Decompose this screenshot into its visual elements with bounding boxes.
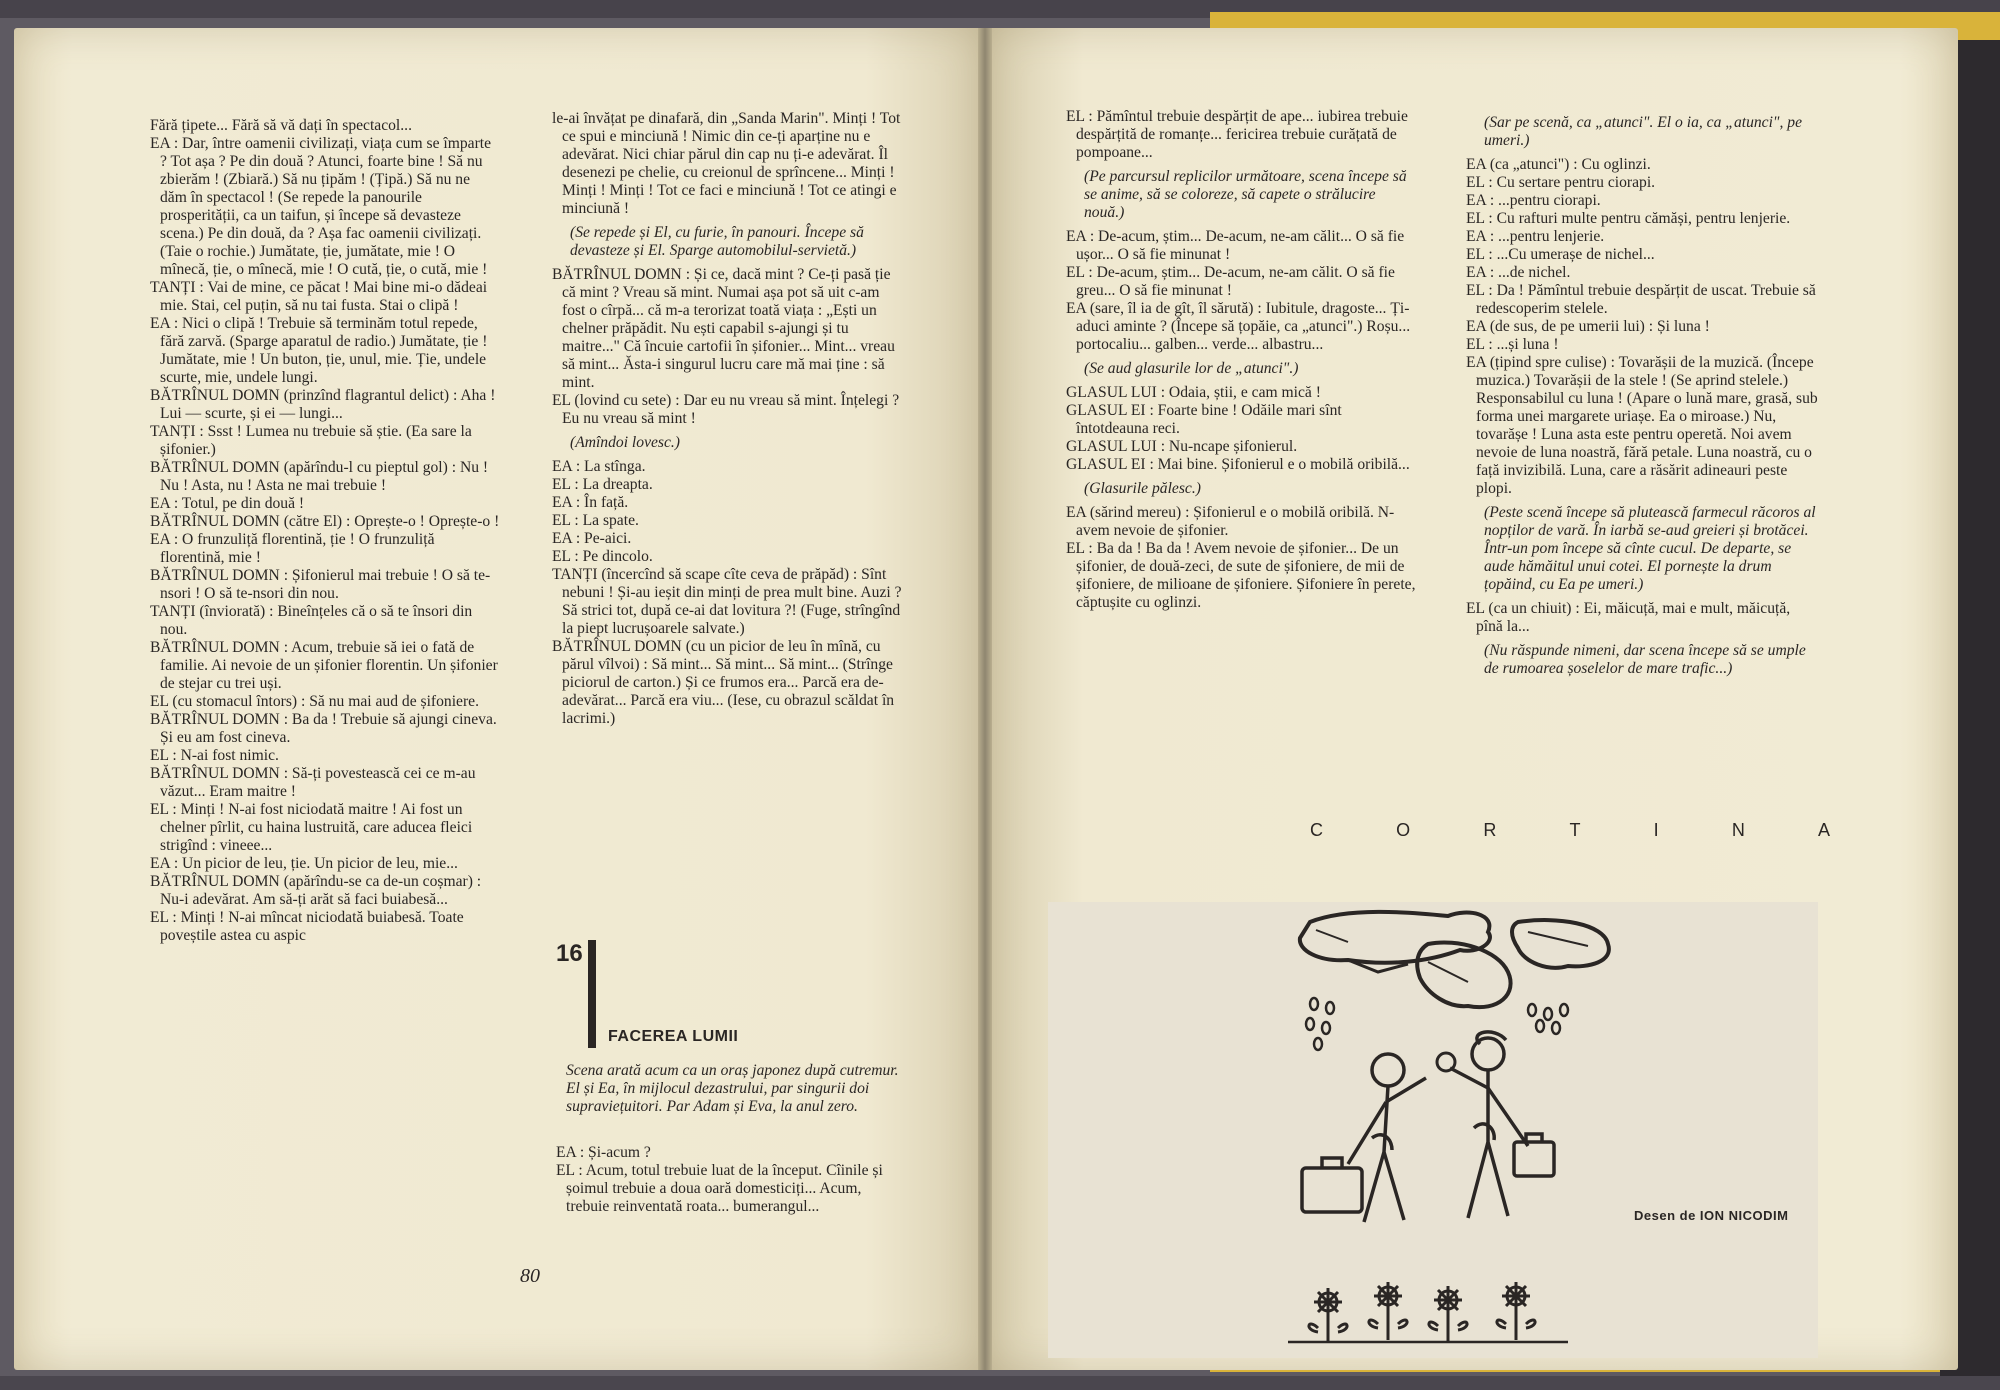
dialogue-line: EA : O frunzuliță florentină, ție ! O frunzuliță florentină, mie ! [150,531,435,566]
text-column-1 [150,117,500,945]
dialogue-line: BĂTRÎNUL DOMN : Acum, trebuie să iei o fată de familie. Ai nevoie de un șifonier florentin. Un șifonier de stejar cu trei uși. [150,639,498,692]
dialogue-line: EL (lovind cu sete) : Dar eu nu vreau să mint. Înțelegi ? Eu nu vreau să mint ! [552,392,900,427]
dialogue-line: EA : Un picior de leu, ție. Un picior de leu, mie... [150,855,458,872]
dialogue-line: BĂTRÎNUL DOMN : Ba da ! Trebuie să ajungi cineva. Și eu am fost cineva. [150,711,497,746]
dialogue-line: TANȚI : Vai de mine, ce păcat ! Mai bine mi-o dădeai mie. Stai, cel puțin, să nu tai fusta. Stai o clipă ! [150,279,488,314]
dialogue-line: BĂTRÎNUL DOMN : Șifonierul mai trebuie ! O să te-nsori ! O să te-nsori din nou. [150,567,491,602]
chapter-stage-direction: Scena arată acum ca un oraș japonez după cutremur. El și Ea, în mijlocul dezastrului, par singurii doi supraviețuitori. Par Adam și Eva, la anul zero. [566,1062,899,1115]
dialogue-line: EL : Acum, totul trebuie luat de la început. Cîinile și șoimul trebuie a doua oară domesticiți... Acum, trebuie reinventată roata... bumerangul... [556,1162,883,1215]
dialogue-line: EA : Dar, între oamenii civilizați, viața cum se împarte ? Tot așa ? Pe din două ? Atunci, foarte bine ! Să nu zbierăm ! (Zbiară.) Să nu țipăm ! (Țipă.) Să nu ne dăm în spectacol ! (Se repede la panourile prosperității, ca un taifun, și începe să devasteze scena.) Pe din două, da ? Așa fac oamenii civilizați. (Taie o rochie.) Jumătate, ție, jumătate, mie ! O mînecă, ție, o mînecă, mie ! O cută, ție, o cută, mie ! [150,135,492,278]
dialogue-line: GLASUL LUI : Odaia, știi, e cam mică ! [1066,384,1321,401]
dialogue-line: BĂTRÎNUL DOMN (apărîndu-l cu pieptul gol) : Nu ! Nu ! Asta, nu ! Asta ne mai trebuie ! [150,459,489,494]
cortina-letter: R [1483,820,1497,840]
dialogue-line: EL : ...și luna ! [1466,336,1559,353]
dialogue-line: EA (țipind spre culise) : Tovarășii de la muzică. (Începe muzica.) Tovarășii de la stele ! (Se aprind stelele.) Responsabilul cu luna ! (Apare o lună mare, grasă, sub forma unei margarete uriașe. Ea o miroase.) Nu, tovarășe ! Luna asta este pentru operetă. Noi avem nevoie de luna noastră, fără petale. Luna noastră, cu o față invizibilă. Luna, care a răsărit adineauri peste plopi. [1466,354,1818,497]
dialogue-line: BĂTRÎNUL DOMN (cu un picior de leu în mînă, cu părul vîlvoi) : Să mint... Să mint... Să mint... (Strînge piciorul de carton.) Și ce frumos era... Parcă era de-adevărat... Parcă era viu... (Iese, cu obrazul scăldat în lacrimi.) [552,638,895,727]
page-number: 80 [520,1265,540,1287]
dialogue-line: EL : N-ai fost nimic. [150,747,279,764]
adam-figure-icon [1302,1054,1426,1222]
text-column-2 [552,110,904,728]
dialogue-line: EA : Și-acum ? [556,1144,651,1161]
cortina-letter: O [1396,820,1411,840]
dialogue-line: EL : La dreapta. [552,476,653,493]
dialogue-line: GLASUL EI : Foarte bine ! Odăile mari sînt întotdeauna reci. [1066,402,1342,437]
cortina-letter: I [1653,820,1659,840]
dialogue-line: EA : Pe-aici. [552,530,632,547]
dialogue-line: EL : Cu rafturi multe pentru cămăși, pentru lenjerie. [1466,210,1791,227]
dialogue-line: EA : De-acum, știm... De-acum, ne-am călit... O să fie ușor... O să fie minunat ! [1066,228,1405,263]
chapter-dialogue [556,1144,908,1216]
dialogue-line: EA : În față. [552,494,629,511]
dialogue-line: Fără țipete... Fără să vă dați în spectacol... [150,117,412,134]
dialogue-line: EA : ...pentru lenjerie. [1466,228,1605,245]
stage-direction: (Glasurile pălesc.) [1084,480,1201,497]
dialogue-line: EL : De-acum, știm... De-acum, ne-am călit. O să fie greu... O să fie minunat ! [1066,264,1395,299]
cortina-letter: C [1310,820,1323,840]
chapter-number: 16 [556,940,583,967]
dialogue-line: EA : La stînga. [552,458,646,475]
dialogue-line: BĂTRÎNUL DOMN (apărîndu-se ca de-un coșmar) : Nu-i adevărat. Am să-ți arăt să faci buiabesă... [150,873,482,908]
dialogue-line: EL : La spate. [552,512,639,529]
book-cover-edge-bottom [0,1376,2000,1390]
stage-direction: (Pe parcursul replicilor următoare, scena începe să se anime, să se coloreze, să capete o strălucire nouă.) [1084,168,1407,221]
text-column-4 [1466,108,1818,684]
dialogue-line: TANȚI (înviorată) : Bineînțeles că o să te însori din nou. [150,603,473,638]
dialogue-line: EL : Minți ! N-ai fost niciodată maitre ! Ai fost un chelner pîrlit, cu haina lustruită, care aducea fleici strigînd : vineee... [150,801,473,854]
dialogue-line: BĂTRÎNUL DOMN (către El) : Oprește-o ! Oprește-o ! [150,513,500,530]
illustration-credit: Desen de ION NICODIM [1634,1208,1789,1223]
dialogue-line: EA (sărind mereu) : Șifonierul e o mobilă oribilă. N-avem nevoie de șifonier. [1066,504,1395,539]
cortina-letters [1310,820,1830,841]
stage-direction: (Se aud glasurile lor de „atunci".) [1084,360,1299,377]
chapter-rule [588,940,596,1048]
dialogue-line: BĂTRÎNUL DOMN (prinzînd flagrantul delict) : Aha ! Lui — scurte, și ei — lungi... [150,387,496,422]
dialogue-line: EA : ...pentru ciorapi. [1466,192,1601,209]
dialogue-line: EL : Pămîntul trebuie despărțit de ape... iubirea trebuie despărțită de romanțe... fericirea trebuie curățată de pompoane... [1066,108,1408,161]
illustration-drawing [1048,902,1818,1358]
dialogue-line: EL : Ba da ! Ba da ! Avem nevoie de șifonier... De un șifonier, de două-zeci, de sute de șifoniere, de mii de șifoniere, de milioane de șifoniere. Șifoniere în perete, căptușite cu oglinzi. [1066,540,1416,611]
dialogue-line: EL : Cu sertare pentru ciorapi. [1466,174,1656,191]
dialogue-line: BĂTRÎNUL DOMN : Să-ți povestească cei ce m-au văzut... Eram maitre ! [150,765,476,800]
dialogue-line: GLASUL LUI : Nu-ncape șifonierul. [1066,438,1298,455]
stage-direction: (Amîndoi lovesc.) [570,434,680,451]
stage-direction: (Se repede și El, cu furie, în panouri. Începe să devasteze și El. Sparge automobilul-servietă.) [570,224,864,259]
chapter-title: FACEREA LUMII [608,1028,739,1045]
dialogue-line: EL (ca un chiuit) : Ei, măicuță, mai e mult, măicuță, pînă la... [1466,600,1791,635]
dialogue-line: BĂTRÎNUL DOMN : Și ce, dacă mint ? Ce-ți pasă ție că mint ? Vreau să mint. Numai așa pot să uit c-am fost o cîrpă... că m-a terorizat toată viața : „Ești un chelner prăpădit. Nu ești capabil s-ajungi și tu maitre..." Că încuie cartofii în șifonier... Mint... vreau să mint... Ăsta-i singurul lucru care mă mai ține : să mint. [552,266,895,391]
flowers-icon [1288,1282,1568,1342]
book-gutter [978,28,992,1370]
stage-direction: (Peste scenă începe să plutească farmecul răcoros al nopților de vară. În iarbă se-aud greieri și brotăcei. Într-un pom începe să cînte cucul. De departe, se aude hămăitul unui cotei. El pornește la drum țopăind, cu Ea pe umeri.) [1484,504,1816,593]
dialogue-line: EA : Nici o clipă ! Trebuie să terminăm totul repede, fără zarvă. (Sparge aparatul de radio.) Jumătate, ție ! Jumătate, mie ! Un buton, ție, unul, mie. Ție, undele scurte, mie, undele lungi. [150,315,488,386]
dialogue-line: EA : ...de nichel. [1466,264,1571,281]
cortina-letter: A [1817,820,1830,840]
cortina-letter: T [1569,820,1581,840]
stage-direction: (Sar pe scenă, ca „atunci". El o ia, ca „atunci", pe umeri.) [1484,114,1802,149]
text-column-3 [1066,108,1418,612]
cortina-letter: N [1731,820,1745,840]
woodcut-illustration [1048,902,1818,1358]
dialogue-line: GLASUL EI : Mai bine. Șifonierul e o mobilă oribilă... [1066,456,1410,473]
raindrops-icon [1306,998,1568,1050]
dialogue-line: TANȚI : Ssst ! Lumea nu trebuie să știe. (Ea sare la șifonier.) [150,423,472,458]
dialogue-line: EL (cu stomacul întors) : Să nu mai aud de șifoniere. [150,693,479,710]
dialogue-line: EL : ...Cu umerașe de nichel... [1466,246,1655,263]
dialogue-line: EA : Totul, pe din două ! [150,495,305,512]
dialogue-line: EL : Da ! Pămîntul trebuie despărțit de uscat. Trebuie să redescoperim stelele. [1466,282,1816,317]
dialogue-line: EL : Minți ! N-ai mîncat niciodată buiabesă. Toate poveștile astea cu aspic [150,909,464,944]
dialogue-line: TANȚI (încercînd să scape cîte ceva de prăpăd) : Sînt nebuni ! Și-au ieșit din minți de prea mult bine. Auzi ? Să strici tot, după ce-ai dat lovitura ?! (Fuge, strîngînd la piept lucrușoarele salvate.) [552,566,902,637]
dialogue-line: EA (sare, îl ia de gît, îl sărută) : Iubitule, dragoste... Ți-aduci aminte ? (Începe să țopăie, ca „atunci".) Roșu... portocaliu... galben... verde... albastru... [1066,300,1411,353]
clouds-icon [1300,912,1609,1007]
eve-figure-icon [1450,1032,1554,1218]
dialogue-line: EA (ca „atunci") : Cu oglinzi. [1466,156,1651,173]
dialogue-line: EL : Pe dincolo. [552,548,653,565]
dialogue-line: EA (de sus, de pe umerii lui) : Și luna ! [1466,318,1710,335]
stage-direction: (Nu răspunde nimeni, dar scena începe să se umple de rumoarea șoselelor de mare trafic...) [1484,642,1806,677]
dialogue-line: le-ai învățat pe dinafară, din „Sanda Marin". Minți ! Tot ce spui e minciună ! Nimic din ce-ți aparține nu e adevărat. Nici chiar părul din cap nu ți-e adevărat. Îl desenezi pe chelie, cu creionul de sprîncene... Minți ! Minți ! Minți ! Tot ce faci e minciună ! Tot ce atingi e minciună ! [552,110,901,217]
